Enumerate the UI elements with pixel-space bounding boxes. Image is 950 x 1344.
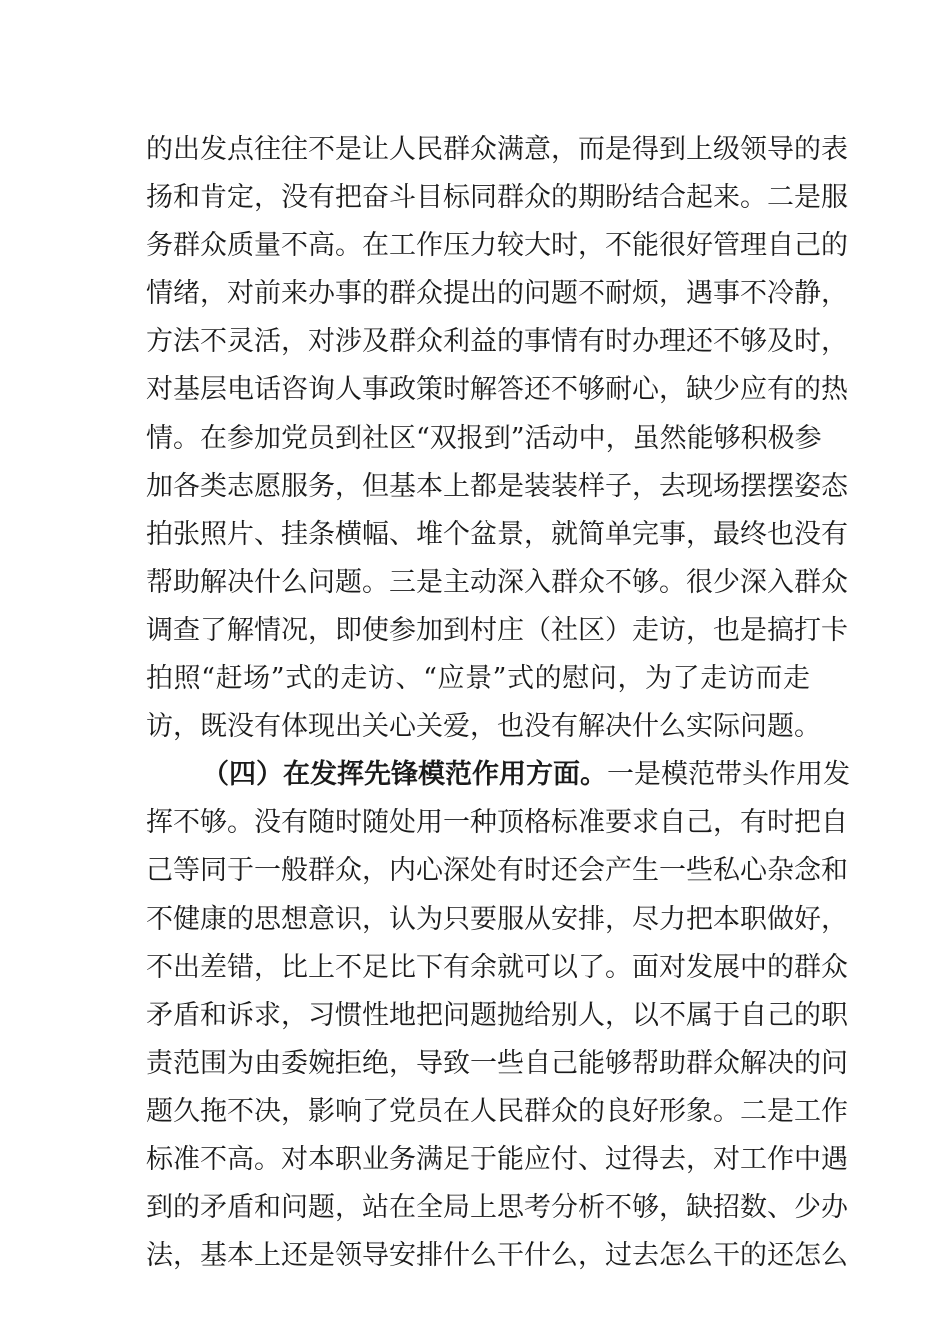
text-line: 情。在参加党员到社区“双报到”活动中，虽然能够积极参 [146, 422, 822, 454]
paragraph-vanguard-role [146, 751, 850, 1280]
text-line: 拍张照片、挂条横幅、堆个盆景，就简单完事，最终也没有 [146, 518, 848, 550]
text-line: 责范围为由委婉拒绝，导致一些自己能够帮助群众解决的问 [146, 1047, 848, 1079]
text-line: 情绪，对前来办事的群众提出的问题不耐烦，遇事不冷静， [146, 278, 848, 310]
document-body [146, 126, 850, 1280]
text-line: 不出差错，比上不足比下有余就可以了。面对发展中的群众 [146, 951, 848, 983]
text-line: 标准不高。对本职业务满足于能应付、过得去，对工作中遇 [146, 1143, 848, 1175]
text-line: 挥不够。没有随时随处用一种顶格标准要求自己，有时把自 [146, 807, 848, 839]
text-line: 矛盾和诉求，习惯性地把问题抛给别人，以不属于自己的职 [146, 999, 848, 1031]
text-line: 题久拖不决，影响了党员在人民群众的良好形象。二是工作 [146, 1095, 848, 1127]
text-line: 不健康的思想意识，认为只要服从安排，尽力把本职做好， [146, 903, 848, 935]
text-line: 法，基本上还是领导安排什么干什么，过去怎么干的还怎么 [146, 1240, 848, 1272]
text-line: 拍照“赶场”式的走访、“应景”式的慰问，为了走访而走 [146, 663, 810, 695]
paragraph-service-quality [146, 126, 848, 751]
text-line: 务群众质量不高。在工作压力较大时，不能很好管理自己的 [146, 230, 848, 262]
text-line: 调查了解情况，即使参加到村庄（社区）走访，也是搞打卡 [146, 614, 848, 646]
text-line: 帮助解决什么问题。三是主动深入群众不够。很少深入群众 [146, 566, 848, 598]
section-first-line-text: 一是模范带头作用发 [607, 759, 850, 791]
text-line: 方法不灵活，对涉及群众利益的事情有时办理还不够及时， [146, 326, 848, 358]
text-line: 访，既没有体现出关心关爱，也没有解决什么实际问题。 [146, 711, 821, 743]
text-line: 加各类志愿服务，但基本上都是装装样子，去现场摆摆姿态 [146, 470, 848, 502]
text-line: 的出发点往往不是让人民群众满意，而是得到上级领导的表 [146, 134, 848, 165]
text-line: 对基层电话咨询人事政策时解答还不够耐心，缺少应有的热 [146, 374, 848, 406]
section-heading: （四）在发挥先锋模范作用方面。 [202, 759, 607, 791]
text-line: 扬和肯定，没有把奋斗目标同群众的期盼结合起来。二是服 [146, 182, 848, 214]
text-line: 己等同于一般群众，内心深处有时还会产生一些私心杂念和 [146, 855, 848, 887]
text-line: 到的矛盾和问题，站在全局上思考分析不够，缺招数、少办 [146, 1192, 848, 1224]
section-first-line [146, 751, 850, 799]
